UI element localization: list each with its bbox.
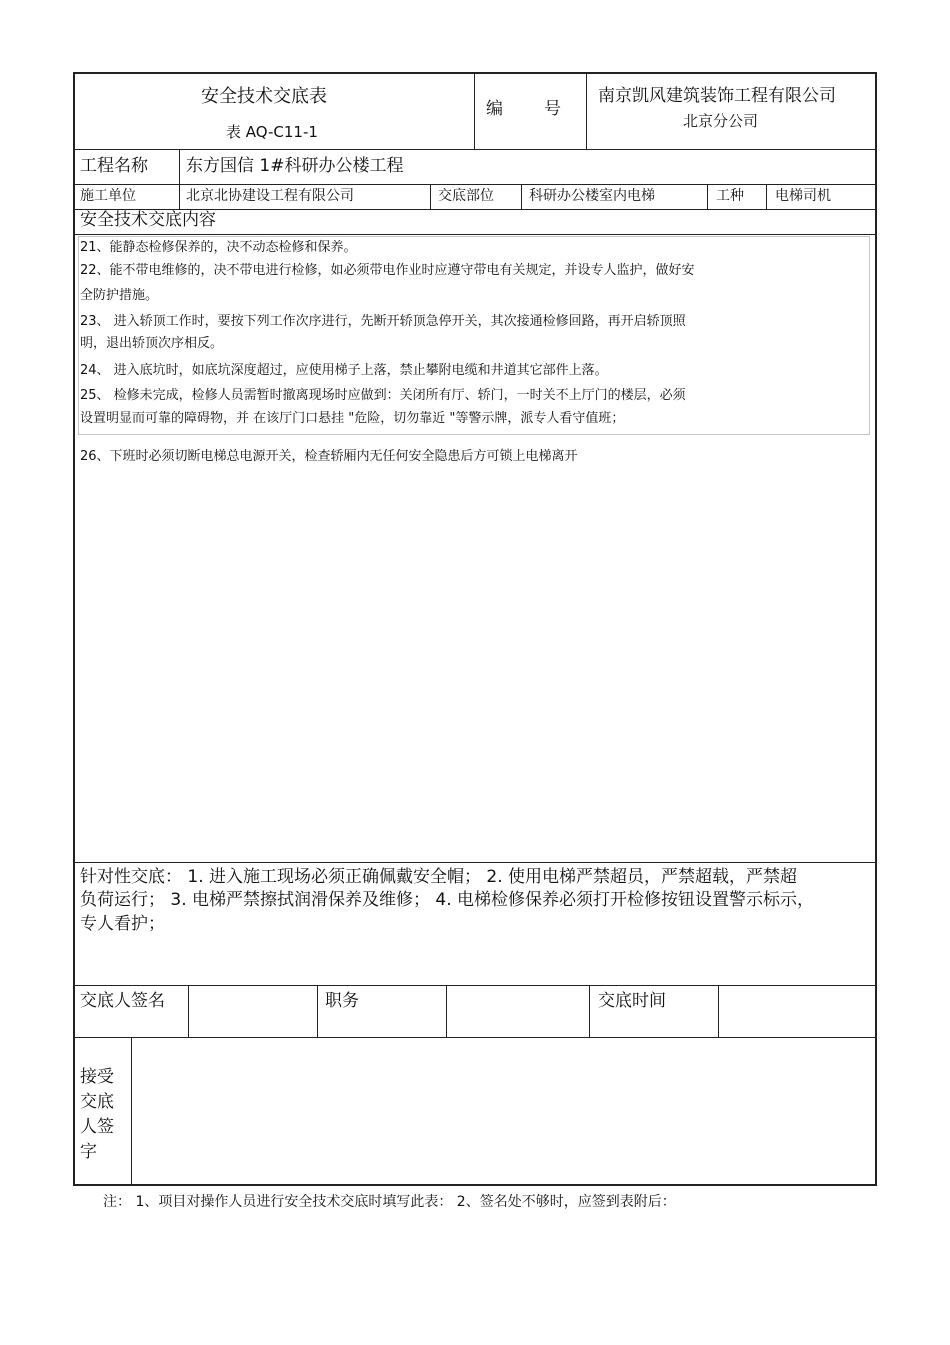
targeted-line-3: 专人看护； bbox=[80, 914, 165, 934]
disclosure-time-label: 交底时间 bbox=[598, 991, 666, 1011]
sign-divider-4 bbox=[589, 985, 590, 1037]
content-line: 21、能静态检修保养的，决不动态检修和保养。 bbox=[80, 240, 357, 255]
row-line-5 bbox=[73, 862, 877, 863]
header-divider-2 bbox=[586, 72, 587, 149]
receiver-sign-field[interactable] bbox=[133, 1039, 874, 1184]
targeted-line-1: 针对性交底： 1. 进入施工现场必须正确佩戴安全帽； 2. 使用电梯严禁超员，严禁超载，严禁超 bbox=[80, 867, 798, 887]
table-left-border bbox=[73, 72, 75, 1186]
position-field[interactable] bbox=[448, 987, 588, 1036]
part-value: 科研办公楼室内电梯 bbox=[529, 188, 655, 204]
sign-divider-1 bbox=[188, 985, 189, 1037]
discloser-sign-field[interactable] bbox=[190, 987, 316, 1036]
discloser-sign-label: 交底人签名 bbox=[80, 991, 165, 1011]
receiver-divider bbox=[131, 1037, 132, 1185]
content-heading: 安全技术交底内容 bbox=[80, 210, 216, 230]
unit-divider-5 bbox=[766, 184, 767, 209]
company-branch: 北京分公司 bbox=[683, 112, 759, 130]
trade-value: 电梯司机 bbox=[775, 188, 831, 204]
project-value: 东方国信 1#科研办公楼工程 bbox=[186, 156, 404, 176]
form-title: 安全技术交底表 bbox=[201, 86, 327, 107]
targeted-line-2: 负荷运行； 3. 电梯严禁擦拭润滑保养及维修； 4. 电梯检修保养必须打开检修按钮设置警示标示， bbox=[80, 890, 815, 910]
receiver-label-line: 字 bbox=[80, 1142, 97, 1162]
unit-divider-3 bbox=[521, 184, 522, 209]
project-divider bbox=[179, 149, 180, 184]
form-code: 表 AQ-C11-1 bbox=[226, 123, 318, 141]
content-line: 24、 进入底坑时，如底坑深度超过，应使用梯子上落，禁止攀附电缆和井道其它部件上落。 bbox=[80, 363, 608, 378]
receiver-label-line: 人签 bbox=[80, 1117, 114, 1137]
content-line: 22、能不带电维修的，决不带电进行检修，如必须带电作业时应遵守带电有关规定，并设专人监护，做好安 bbox=[80, 263, 695, 278]
content-line: 23、 进入轿顶工作时，要按下列工作次序进行，先断开轿顶急停开关，其次接通检修回路，再开启轿顶照 bbox=[80, 314, 686, 329]
row-line-1 bbox=[73, 149, 877, 150]
receiver-label-line: 接受 bbox=[80, 1067, 114, 1087]
sign-divider-2 bbox=[317, 985, 318, 1037]
unit-divider-2 bbox=[430, 184, 431, 209]
project-label: 工程名称 bbox=[80, 156, 148, 176]
trade-label: 工种 bbox=[716, 188, 744, 204]
row-line-6 bbox=[73, 985, 877, 986]
sign-divider-5 bbox=[718, 985, 719, 1037]
table-top-border bbox=[73, 72, 877, 74]
part-label: 交底部位 bbox=[438, 188, 494, 204]
number-label-2: 号 bbox=[544, 99, 561, 119]
content-line: 全防护措施。 bbox=[80, 288, 159, 303]
company-name: 南京凯风建筑装饰工程有限公司 bbox=[598, 86, 836, 106]
row-line-4 bbox=[73, 234, 877, 235]
unit-label: 施工单位 bbox=[80, 188, 136, 204]
content-line-26: 26、下班时必须切断电梯总电源开关，检查轿厢内无任何安全隐患后方可锁上电梯离开 bbox=[80, 449, 578, 464]
disclosure-time-field[interactable] bbox=[720, 987, 874, 1036]
receiver-label-line: 交底 bbox=[80, 1092, 114, 1112]
content-line: 设置明显而可靠的障碍物，并 在该厅门口悬挂 "危险，切勿靠近 "等警示牌，派专人看守值班； bbox=[80, 411, 625, 426]
header-divider-1 bbox=[474, 72, 475, 149]
position-label: 职务 bbox=[325, 991, 359, 1011]
unit-divider-4 bbox=[707, 184, 708, 209]
number-label-1: 编 bbox=[486, 99, 503, 119]
sign-divider-3 bbox=[446, 985, 447, 1037]
table-right-border bbox=[875, 72, 877, 1186]
table-bottom-border bbox=[73, 1184, 877, 1186]
row-line-2 bbox=[73, 184, 877, 185]
unit-divider-1 bbox=[179, 184, 180, 209]
content-line: 25、 检修未完成，检修人员需暂时撤离现场时应做到：关闭所有厅、轿门，一时关不上厅门的楼层，必须 bbox=[80, 388, 686, 403]
row-line-7 bbox=[73, 1037, 877, 1038]
unit-value: 北京北协建设工程有限公司 bbox=[186, 188, 354, 204]
content-line: 明，退出轿顶次序相反。 bbox=[80, 336, 224, 351]
footer-note: 注： 1、项目对操作人员进行安全技术交底时填写此表： 2、签名处不够时，应签到表附后： bbox=[103, 1194, 676, 1210]
